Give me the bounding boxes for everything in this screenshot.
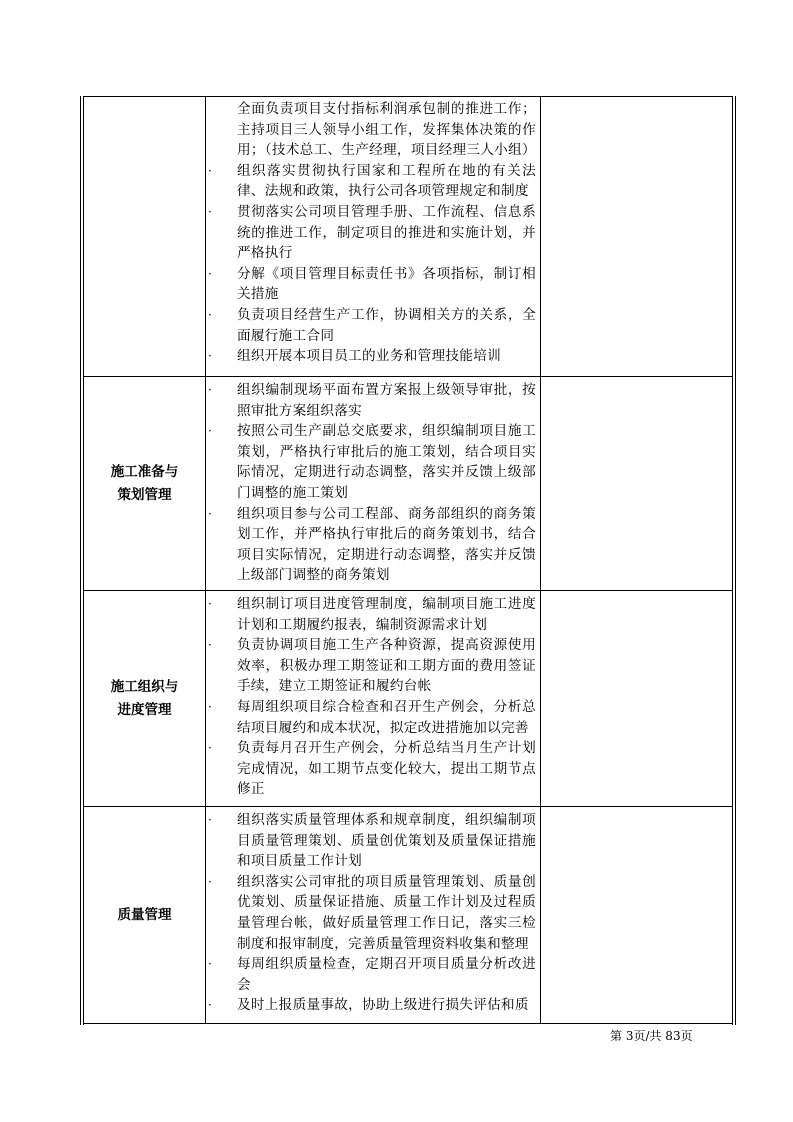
duty-text: 组织制订项目进度管理制度，编制项目施工进度计划和工期履约报表，编制资源需求计划 xyxy=(237,596,536,633)
duty-text: 组织落实质量管理体系和规章制度，组织编制项目质量管理策划、质量创优策划及质量保证措施和项目质量工作计划 xyxy=(237,812,536,870)
duty-text: 及时上报质量事故，协助上级进行损失评估和质 xyxy=(237,997,529,1014)
page-number: 第 3页/共 83页 xyxy=(610,1029,693,1043)
notes-cell xyxy=(541,591,732,806)
bullet-icon: · xyxy=(208,383,213,397)
bullet-icon: · xyxy=(208,638,213,653)
duty-list xyxy=(206,594,540,800)
duty-item xyxy=(206,697,540,738)
duty-text: 按照公司生产副总交底要求，组织编制项目施工策划，严格执行审批后的施工策划，结合项目实际情况，定期进行动态调整，落实并反馈上级部门调整的施工策划 xyxy=(237,423,536,501)
duty-text: 每周组织项目综合检查和召开生产例会，分析总结项目履约和成本状况，拟定改进措施加以完善 xyxy=(237,698,536,736)
category-label-line2: 策划管理 xyxy=(117,486,172,503)
category-cell xyxy=(84,377,205,590)
bullet-icon: · xyxy=(208,699,213,714)
category-cell xyxy=(84,591,205,806)
duty-text: 负责项目经营生产工作，协调相关方的关系，全面履行施工合同 xyxy=(237,306,536,344)
notes-cell xyxy=(541,807,732,1023)
duty-item xyxy=(206,504,540,586)
duties-cell xyxy=(206,99,540,367)
category-label-line1: 施工组织与 xyxy=(110,678,179,695)
duty-item xyxy=(206,810,540,872)
table-border-right xyxy=(735,96,736,1025)
bullet-icon: · xyxy=(208,506,213,521)
duty-item xyxy=(206,264,540,305)
bullet-icon: · xyxy=(208,266,213,281)
duty-list xyxy=(206,380,540,586)
notes-cell xyxy=(541,97,732,376)
duty-text: 全面负责项目支付指标利润承包制的推进工作；主持项目三人领导小组工作，发挥集体决策的作用；（技术总工、生产经理，项目经理三人小组） xyxy=(237,101,536,159)
duty-item xyxy=(206,346,540,367)
duty-item xyxy=(206,995,540,1016)
bullet-icon: · xyxy=(208,424,213,439)
duty-text: 组织编制现场平面布置方案报上级领导审批，按照审批方案组织落实 xyxy=(237,382,536,419)
table-row xyxy=(84,591,732,806)
duty-text: 组织开展本项目员工的业务和管理技能培训 xyxy=(237,348,501,365)
table-row xyxy=(84,807,732,1023)
category-cell xyxy=(84,97,205,376)
bullet-icon: · xyxy=(208,349,213,364)
duty-text: 组织项目参与公司工程部、商务部组织的商务策划工作，并严格执行审批后的商务策划书，结合项目实际情况，定期进行动态调整，落实并反馈上级部门调整的商务策划 xyxy=(237,505,536,584)
duty-item xyxy=(206,872,540,954)
duty-item xyxy=(206,954,540,995)
duty-text: 分解《项目管理目标责任书》各项指标，制订相关措施 xyxy=(237,265,536,303)
duty-list xyxy=(206,99,540,367)
bullet-icon: · xyxy=(208,163,213,178)
bullet-icon: · xyxy=(208,307,213,322)
notes-cell xyxy=(541,377,732,590)
duty-item xyxy=(206,421,540,503)
category-label-line1: 施工准备与 xyxy=(110,463,179,480)
duties-cell xyxy=(206,594,540,800)
duty-text: 贯彻落实公司项目管理手册、工作流程、信息系统的推进工作，制定项目的推进和实施计划，并严格执行 xyxy=(237,203,536,262)
duty-item xyxy=(206,161,540,202)
duty-item xyxy=(206,738,540,800)
duty-item xyxy=(206,594,540,635)
table-border-left xyxy=(80,96,81,1025)
duty-text: 负责协调项目施工生产各种资源，提高资源使用效率，积极办理工期签证和工期方面的费用签证手续，建立工期签证和履约台帐 xyxy=(237,637,536,695)
bullet-icon: · xyxy=(208,597,213,611)
duty-text: 组织落实公司审批的项目质量管理策划、质量创优策划、质量保证措施、质量工作计划及过程质量管理台帐，做好质量管理工作日记，落实三检制度和报审制度，完善质量管理资料收集和整理 xyxy=(237,873,536,952)
duty-text: 每周组织质量检查，定期召开项目质量分析改进会 xyxy=(237,956,536,993)
table-row xyxy=(84,377,732,590)
duty-item xyxy=(206,635,540,697)
table-border-right-inner xyxy=(732,96,733,1025)
duty-list xyxy=(206,810,540,1016)
duties-cell xyxy=(206,810,540,1016)
duty-item xyxy=(206,202,540,264)
category-label-line1: 质量管理 xyxy=(117,906,172,923)
duty-item xyxy=(206,380,540,421)
bullet-icon: · xyxy=(208,204,213,219)
bullet-icon: · xyxy=(208,874,213,889)
bullet-icon: · xyxy=(208,957,213,972)
bullet-icon: · xyxy=(208,998,213,1013)
duty-item xyxy=(206,99,540,161)
table-row xyxy=(84,97,732,376)
table-border-bottom xyxy=(83,1023,733,1024)
duties-cell xyxy=(206,380,540,586)
bullet-icon: · xyxy=(208,813,213,827)
bullet-icon: · xyxy=(208,741,213,756)
duty-text: 组织落实贯彻执行国家和工程所在地的有关法律、法规和政策，执行公司各项管理规定和制度 xyxy=(237,162,536,200)
duty-item xyxy=(206,305,540,346)
category-label-line2: 进度管理 xyxy=(117,701,172,718)
duty-text: 负责每月召开生产例会，分析总结当月生产计划完成情况，如工期节点变化较大，提出工期节点修正 xyxy=(237,740,536,798)
category-cell xyxy=(84,807,205,1023)
